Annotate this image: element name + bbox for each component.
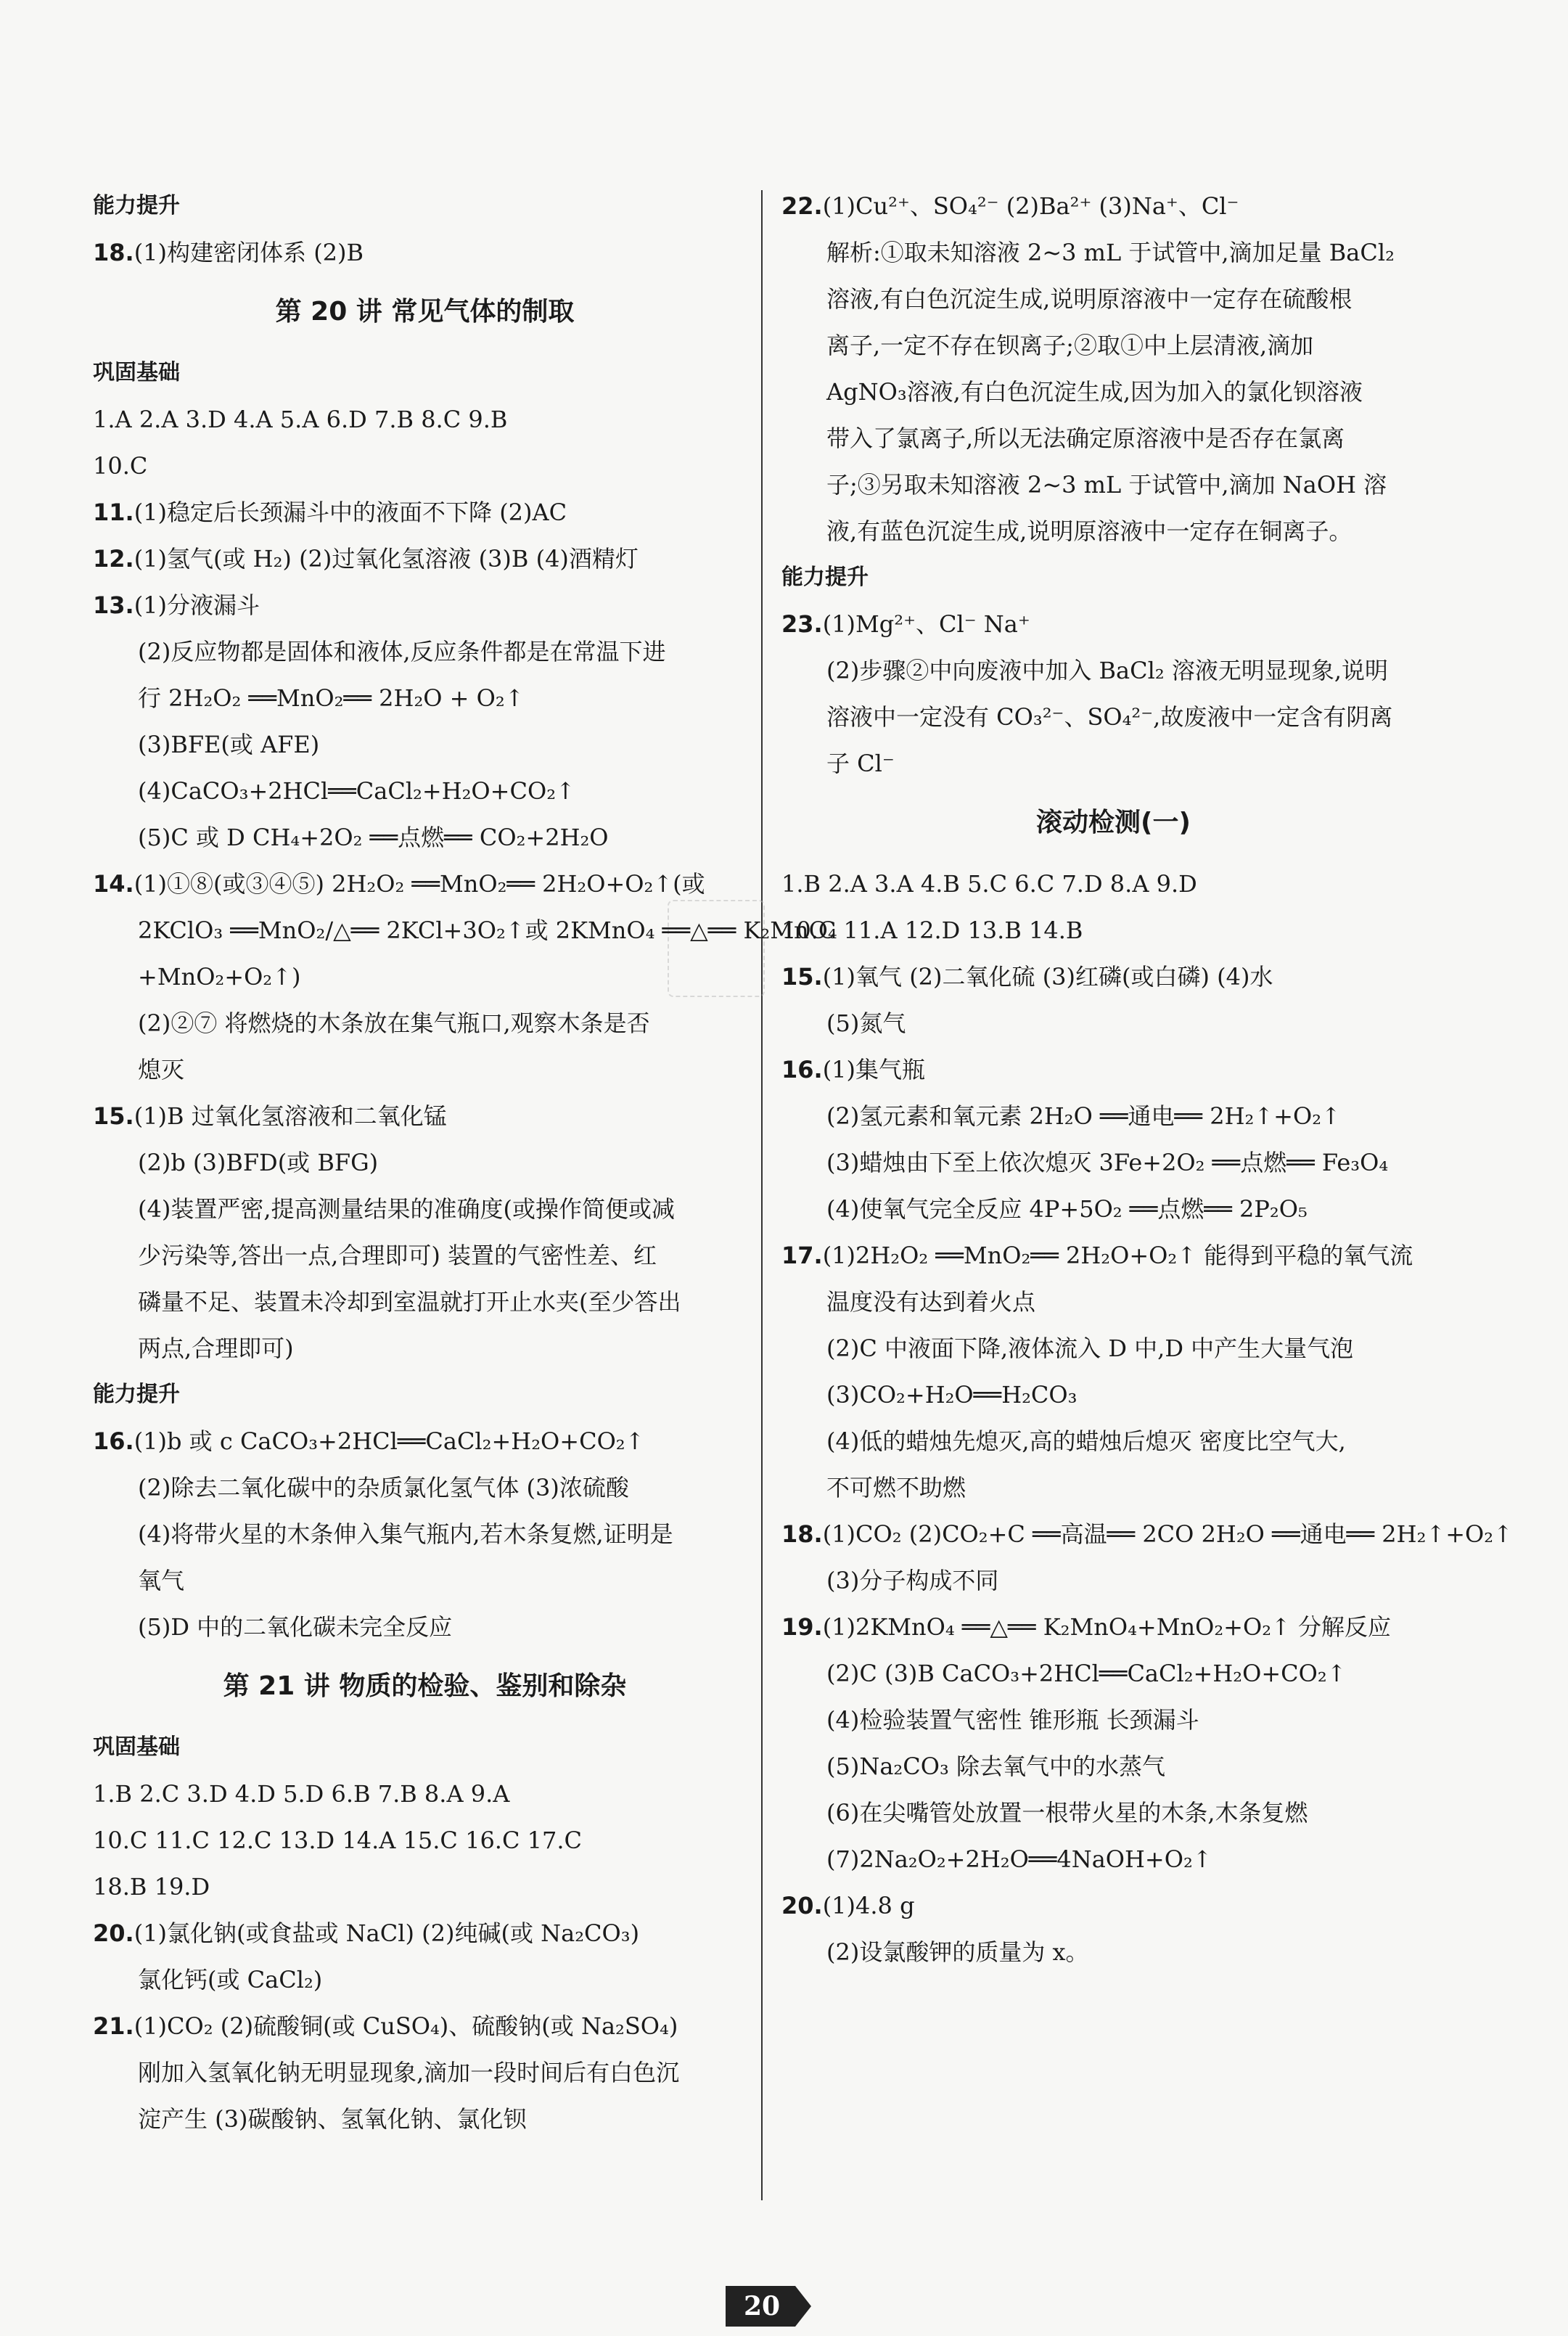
item-text: (1)分液漏斗 (134, 591, 260, 619)
answer-continuation: (2)b (3)BFD(或 BFG) (138, 1149, 379, 1176)
answer-line: 10.C 11.C 12.C 13.D 14.A 15.C 16.C 17.C (93, 1827, 582, 1854)
item-text: (1)集气瓶 (822, 1056, 926, 1083)
item-text: (1)2H₂O₂ ══MnO₂══ 2H₂O+O₂↑ 能得到平稳的氧气流 (822, 1242, 1413, 1269)
item-text: (1)B 过氧化氢溶液和二氧化锰 (134, 1102, 447, 1130)
answer-item (781, 1046, 1445, 1093)
right-column (781, 183, 1513, 1975)
answer-continuation: (2)C 中液面下降,液体流入 D 中,D 中产生大量气泡 (826, 1335, 1354, 1362)
answer-continuation: (2)除去二氧化碳中的杂质氯化氢气体 (3)浓硫酸 (138, 1474, 629, 1501)
answer-continuation: 氯化钙(或 CaCl₂) (138, 1966, 323, 1993)
answer-continuation: 子 Cl⁻ (826, 750, 895, 777)
answer-item (781, 1604, 1445, 1650)
answer-item (93, 489, 757, 536)
answer-line: 18.B 19.D (93, 1873, 210, 1901)
item-text: (1)氢气(或 H₂) (2)过氧化氢溶液 (3)B (4)酒精灯 (134, 545, 639, 573)
item-number: 22. (781, 192, 823, 220)
answer-item (781, 954, 1445, 1000)
item-number: 15. (781, 963, 823, 991)
answer-continuation: 2KClO₃ ══MnO₂/△══ 2KCl+3O₂↑或 2KMnO₄ ══△══ K₂MnO₄ (138, 917, 837, 944)
answer-continuation: (5)C 或 D CH₄+2O₂ ══点燃══ CO₂+2H₂O (138, 824, 609, 851)
answer-continuation: (4)检验装置气密性 锥形瓶 长颈漏斗 (826, 1706, 1199, 1734)
answer-line: 10.C (93, 452, 148, 480)
answer-continuation: 淀产生 (3)碳酸钠、氢氧化钠、氯化钡 (138, 2105, 527, 2133)
answer-continuation: (2)设氯酸钾的质量为 x。 (826, 1938, 1089, 1966)
answer-continuation: 少污染等,答出一点,合理即可) 装置的气密性差、红 (138, 1242, 657, 1269)
item-number: 17. (781, 1242, 823, 1269)
section-heading: 能力提升 (781, 565, 869, 590)
item-text: (1)b 或 c CaCO₃+2HCl══CaCl₂+H₂O+CO₂↑ (134, 1427, 645, 1455)
answer-continuation: (2)步骤②中向废液中加入 BaCl₂ 溶液无明显现象,说明 (826, 657, 1388, 684)
answer-continuation: (3)蜡烛由下至上依次熄灭 3Fe+2O₂ ══点燃══ Fe₃O₄ (826, 1149, 1389, 1176)
answer-continuation: AgNO₃溶液,有白色沉淀生成,因为加入的氯化钡溶液 (826, 378, 1363, 406)
item-text: (1)Cu²⁺、SO₄²⁻ (2)Ba²⁺ (3)Na⁺、Cl⁻ (822, 192, 1239, 220)
page-number-badge (726, 2286, 813, 2327)
answer-continuation: (3)CO₂+H₂O══H₂CO₃ (826, 1381, 1078, 1409)
item-number: 20. (781, 1892, 823, 1919)
answer-line: 1.A 2.A 3.D 4.A 5.A 6.D 7.B 8.C 9.B (93, 406, 508, 433)
item-text: (1)①⑧(或③④⑤) 2H₂O₂ ══MnO₂══ 2H₂O+O₂↑(或 (134, 870, 705, 898)
answer-continuation: 温度没有达到着火点 (826, 1288, 1036, 1316)
item-text: (1)氧气 (2)二氧化硫 (3)红磷(或白磷) (4)水 (822, 963, 1273, 991)
left-column (93, 183, 837, 2142)
item-number: 15. (93, 1102, 134, 1130)
answer-item (781, 183, 1445, 229)
answer-continuation: 解析:①取未知溶液 2~3 mL 于试管中,滴加足量 BaCl₂ (826, 239, 1395, 266)
answer-continuation: (4)使氧气完全反应 4P+5O₂ ══点燃══ 2P₂O₅ (826, 1195, 1308, 1223)
item-number: 18. (781, 1520, 823, 1548)
item-text: (1)CO₂ (2)硫酸铜(或 CuSO₄)、硫酸钠(或 Na₂SO₄) (134, 2012, 678, 2040)
answer-continuation: (5)Na₂CO₃ 除去氧气中的水蒸气 (826, 1753, 1165, 1780)
item-number: 18. (93, 239, 134, 266)
answer-continuation: 行 2H₂O₂ ══MnO₂══ 2H₂O + O₂↑ (138, 684, 525, 712)
item-number: 23. (781, 610, 823, 638)
answer-continuation: 熄灭 (138, 1056, 185, 1083)
answer-continuation: 离子,一定不存在钡离子;②取①中上层清液,滴加 (826, 332, 1314, 359)
answer-continuation: 氧气 (138, 1567, 185, 1594)
item-text: (1)CO₂ (2)CO₂+C ══高温══ 2CO 2H₂O ══通电══ 2H₂↑+O₂↑ (822, 1520, 1513, 1548)
item-text: (1)Mg²⁺、Cl⁻ Na⁺ (822, 610, 1030, 638)
answer-continuation: 两点,合理即可) (138, 1335, 294, 1362)
answer-continuation: (4)装置严密,提高测量结果的准确度(或操作简便或减 (138, 1195, 675, 1223)
answer-item (93, 2003, 757, 2049)
answer-continuation: 磷量不足、装置未冷却到室温就打开止水夹(至少答出 (138, 1288, 681, 1316)
answer-continuation: (2)反应物都是固体和液体,反应条件都是在常温下进 (138, 638, 666, 665)
item-number: 21. (93, 2012, 134, 2040)
answer-item (93, 536, 757, 582)
item-number: 13. (93, 591, 134, 619)
item-text: (1)稳定后长颈漏斗中的液面不下降 (2)AC (134, 499, 567, 526)
answer-item (781, 1232, 1445, 1279)
item-number: 16. (93, 1427, 134, 1455)
section-heading: 巩固基础 (93, 1734, 180, 1760)
answer-item (93, 582, 757, 628)
answer-continuation: +MnO₂+O₂↑) (138, 963, 301, 991)
answer-continuation: (2)氢元素和氧元素 2H₂O ══通电══ 2H₂↑+O₂↑ (826, 1102, 1341, 1130)
chapter-title: 第 21 讲 物质的检验、鉴别和除杂 (223, 1671, 627, 1701)
answer-continuation: 不可燃不助燃 (826, 1474, 966, 1501)
answer-continuation: (4)将带火星的木条伸入集气瓶内,若木条复燃,证明是 (138, 1520, 673, 1548)
answer-continuation: 溶液,有白色沉淀生成,说明原溶液中一定存在硫酸根 (826, 285, 1352, 313)
column-divider (761, 190, 763, 2200)
answer-continuation: 刚加入氢氧化钠无明显现象,滴加一段时间后有白色沉 (138, 2059, 680, 2086)
answer-continuation: 带入了氯离子,所以无法确定原溶液中是否存在氯离 (826, 425, 1345, 452)
answer-line: 1.B 2.C 3.D 4.D 5.D 6.B 7.B 8.A 9.A (93, 1780, 510, 1808)
item-text: (1)2KMnO₄ ══△══ K₂MnO₄+MnO₂+O₂↑ 分解反应 (822, 1613, 1392, 1641)
answer-item (93, 1418, 757, 1464)
answer-item (781, 1511, 1513, 1557)
item-number: 19. (781, 1613, 823, 1641)
answer-item (93, 1093, 757, 1139)
item-text: (1)氯化钠(或食盐或 NaCl) (2)纯碱(或 Na₂CO₃) (134, 1919, 640, 1947)
item-number: 14. (93, 870, 134, 898)
chapter-title: 第 20 讲 常见气体的制取 (275, 297, 575, 327)
answer-item (93, 1910, 757, 1956)
item-text: (1)4.8 g (822, 1892, 915, 1919)
answer-continuation: (3)BFE(或 AFE) (138, 731, 320, 758)
item-number: 16. (781, 1056, 823, 1083)
answer-continuation: (2)C (3)B CaCO₃+2HCl══CaCl₂+H₂O+CO₂↑ (826, 1660, 1347, 1687)
answer-item (781, 601, 1445, 647)
answer-continuation: 子;③另取未知溶液 2~3 mL 于试管中,滴加 NaOH 溶 (826, 471, 1387, 499)
answer-item (93, 861, 757, 907)
item-number: 12. (93, 545, 134, 573)
answer-continuation: (5)D 中的二氧化碳未完全反应 (138, 1613, 453, 1641)
item-text: (1)构建密闭体系 (2)B (134, 239, 364, 266)
answer-continuation: (4)低的蜡烛先熄灭,高的蜡烛后熄灭 密度比空气大, (826, 1427, 1346, 1455)
answer-continuation: (5)氮气 (826, 1009, 906, 1037)
answer-continuation: (4)CaCO₃+2HCl══CaCl₂+H₂O+CO₂↑ (138, 777, 575, 805)
answer-continuation: 溶液中一定没有 CO₃²⁻、SO₄²⁻,故废液中一定含有阴离 (826, 703, 1393, 731)
item-number: 20. (93, 1919, 134, 1947)
answer-line: 10.C 11.A 12.D 13.B 14.B (781, 917, 1083, 944)
answer-continuation: (6)在尖嘴管处放置一根带火星的木条,木条复燃 (826, 1799, 1308, 1827)
answer-continuation: (7)2Na₂O₂+2H₂O══4NaOH+O₂↑ (826, 1845, 1212, 1873)
section-heading: 巩固基础 (93, 360, 180, 385)
item-number: 11. (93, 499, 134, 526)
section-heading: 能力提升 (93, 193, 180, 218)
answer-continuation: 液,有蓝色沉淀生成,说明原溶液中一定存在铜离子。 (826, 517, 1352, 545)
answer-item (93, 229, 757, 276)
answer-item (781, 1882, 1445, 1929)
answer-continuation: (2)②⑦ 将燃烧的木条放在集气瓶口,观察木条是否 (138, 1009, 650, 1037)
answer-line: 1.B 2.A 3.A 4.B 5.C 6.C 7.D 8.A 9.D (781, 870, 1197, 898)
chapter-title: 滚动检测(一) (1036, 808, 1191, 837)
section-heading: 能力提升 (93, 1382, 180, 1407)
page-number: 20 (743, 2291, 781, 2321)
answer-continuation: (3)分子构成不同 (826, 1567, 999, 1594)
